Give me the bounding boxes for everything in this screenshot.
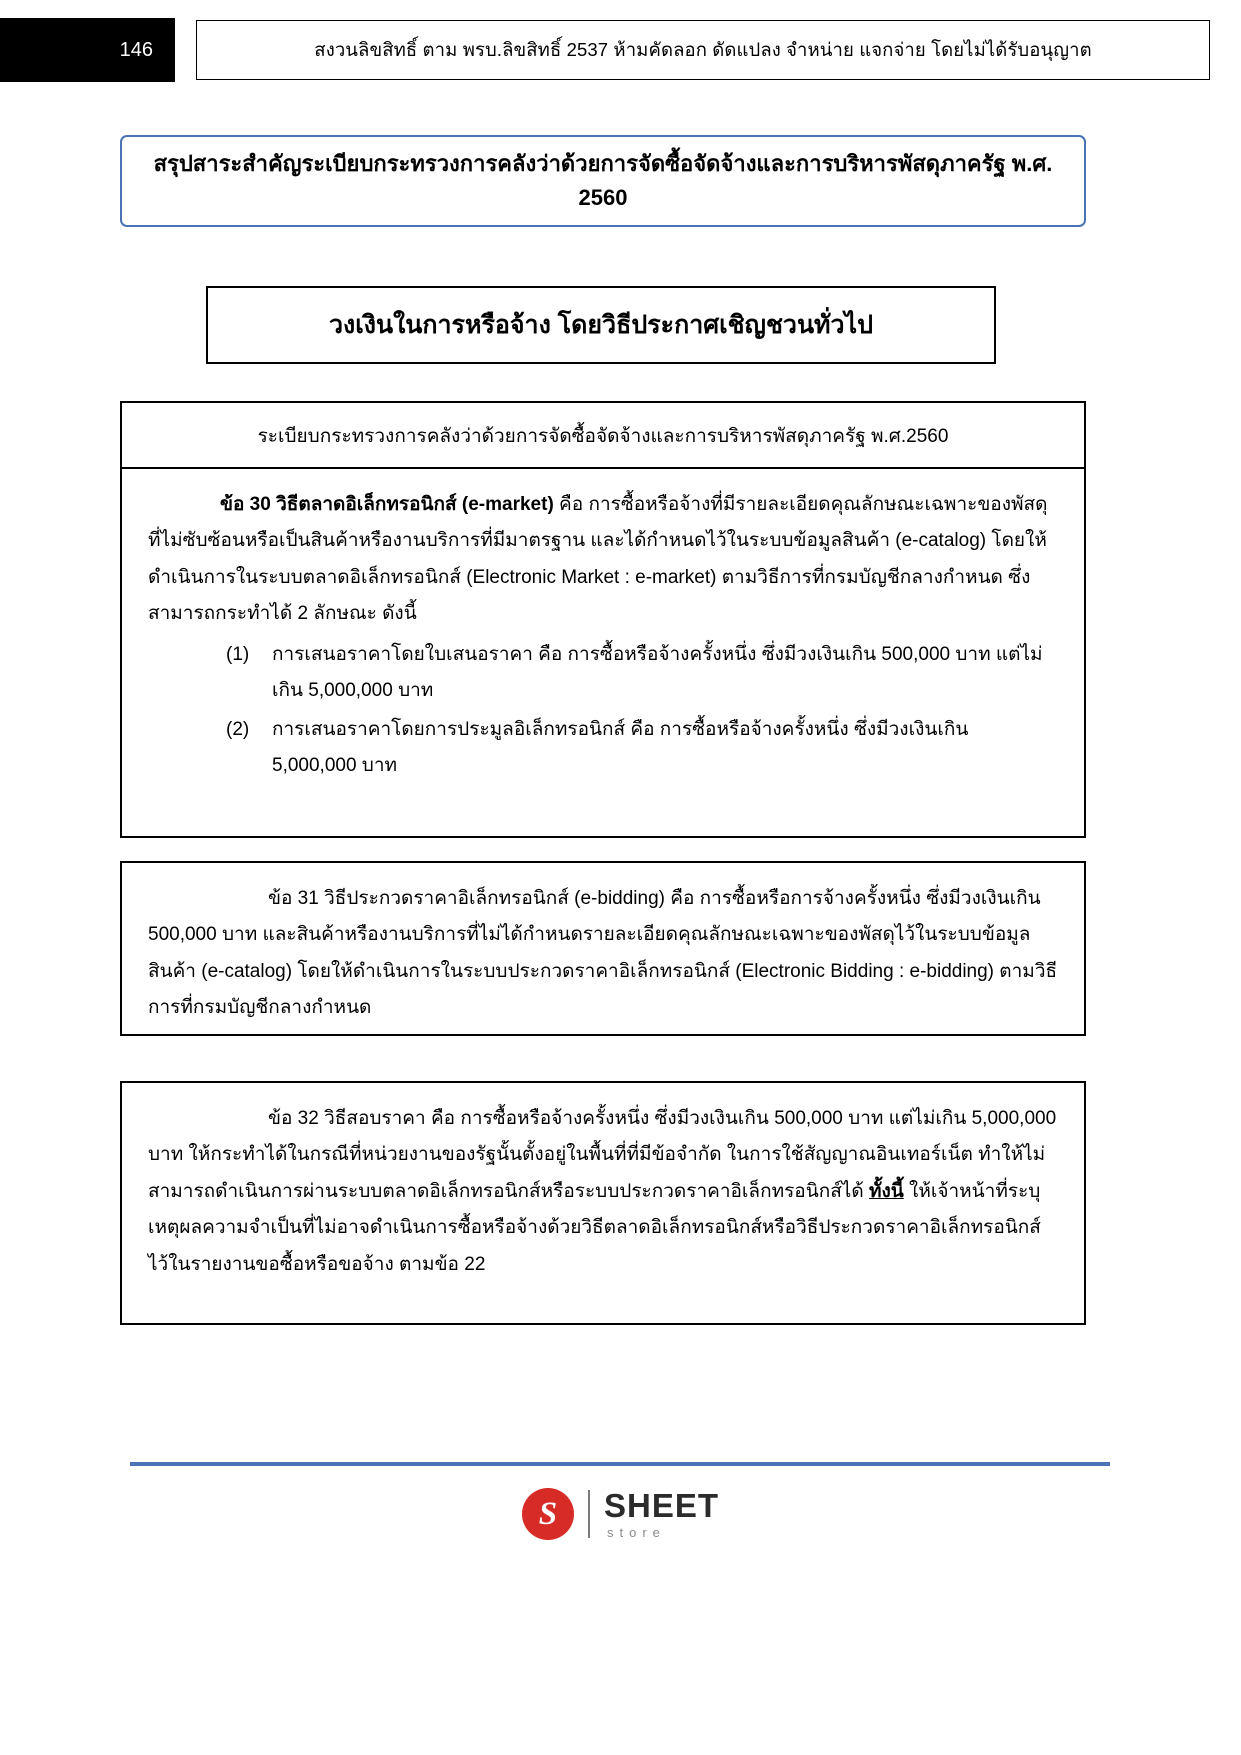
clause-32-body — [122, 1083, 1084, 1303]
list-item — [226, 712, 1058, 785]
clause-30-item-2-text: การเสนอราคาโดยการประมูลอิเล็กทรอนิกส์ คือ การซื้อหรือจ้างครั้งหนึ่ง ซึ่งมีวงเงินเกิน 5,000,000 บาท — [272, 718, 969, 777]
page-number: 146 — [119, 38, 153, 61]
clause-31-body — [122, 863, 1084, 1047]
clause-32-box — [120, 1081, 1086, 1325]
clause-30-item-1-marker: (1) — [226, 643, 250, 665]
logo-wordmark — [604, 1489, 719, 1539]
list-item — [226, 637, 1058, 710]
clause-30-lead-text: คือ การซื้อหรือจ้างที่มีรายละเอียดคุณลักษณะเฉพาะของพัสดุที่ไม่ซับซ้อนหรือเป็นสินค้าหรืองานบริการที่มีมาตรฐาน และได้กำหนดไว้ในระบบข้อมูลสินค้า (e-catalog) โดยให้ดำเนินการในระบบตลาดอิเล็กทรอนิกส์ (Electronic Market : e-market) ตามวิธีการที่กรมบัญชีกลางกำหนด ซึ่งสามารถกระทำได้ 2 ลักษณะ ดังนี้ — [148, 494, 1048, 625]
page-header — [0, 18, 1241, 82]
clause-32-emphasis: ทั้งนี้ — [868, 1180, 904, 1202]
document-title: สรุปสาระสำคัญระเบียบกระทรวงการคลังว่าด้วยการจัดซื้อจัดจ้างและการบริหารพัสดุภาครัฐ พ.ศ. 2560 — [153, 150, 1053, 210]
clause-32-text-before: ข้อ 32 วิธีสอบราคา คือ การซื้อหรือจ้างครั้งหนึ่ง ซึ่งมีวงเงินเกิน 500,000 บาท แต่ไม่เกิน 5,000,000 บาท ให้กระทำได้ในกรณีที่หน่วยงานของรัฐนั้นตั้งอยู่ในพื้นที่ที่มีข้อจำกัด ในการใช้สัญญาณอินเทอร์เน็ต ทำให้ไม่สามารถดำเนินการผ่านระบบตลาดอิเล็กทรอนิกส์หรือระบบประกวดราคาอิเล็กทรอนิกส์ได้ — [148, 1108, 1057, 1202]
clause-31-paragraph: ข้อ 31 วิธีประกวดราคาอิเล็กทรอนิกส์ (e-bidding) คือ การซื้อหรือการจ้างครั้งหนึ่ง ซึ่งมีวงเงินเกิน 500,000 บาท และสินค้าหรืองานบริการที่ไม่ได้กำหนดรายละเอียดคุณลักษณะเฉพาะของพัสดุไว้ในระบบข้อมูลสินค้า (e-catalog) โดยให้ดำเนินการในระบบประกวดราคาอิเล็กทรอนิกส์ (Electronic Bidding : e-bidding) ตามวิธีการที่กรมบัญชีกลางกำหนด — [148, 888, 1058, 1019]
logo-divider — [588, 1490, 590, 1538]
logo-mark-letter: S — [538, 1495, 558, 1532]
clause-31-box — [120, 861, 1086, 1036]
clause-30-box — [120, 401, 1086, 838]
regulation-source-label: ระเบียบกระทรวงการคลังว่าด้วยการจัดซื้อจัดจ้างและการบริหารพัสดุภาครัฐ พ.ศ.2560 — [257, 426, 949, 447]
clause-30-item-1-text: การเสนอราคาโดยใบเสนอราคา คือ การซื้อหรือจ้างครั้งหนึ่ง ซึ่งมีวงเงินเกิน 500,000 บาท แต่ไม่เกิน 5,000,000 บาท — [272, 643, 1043, 702]
section-heading-box — [206, 286, 996, 364]
sheet-store-logo-icon — [522, 1488, 574, 1540]
clause-30-header — [122, 403, 1084, 469]
page-number-badge — [0, 18, 175, 82]
clause-30-item-2-marker: (2) — [226, 718, 250, 740]
clause-30-lead-paragraph — [148, 487, 1058, 633]
footer-logo — [0, 1488, 1241, 1540]
copyright-notice-text: สงวนลิขสิทธิ์ ตาม พรบ.ลิขสิทธิ์ 2537 ห้ามคัดลอก ดัดแปลง จำหน่าย แจกจ่าย โดยไม่ได้รับอนุญาต — [314, 38, 1092, 60]
clause-32-text-after: ให้เจ้าหน้าที่ระบุเหตุผลความจำเป็นที่ไม่อาจดำเนินการซื้อหรือจ้างด้วยวิธีตลาดอิเล็กทรอนิกส์หรือวิธีประกวดราคาอิเล็กทรอนิกส์ไว้ในรายงานขอซื้อหรือขอจ้าง ตามข้อ 22 — [148, 1180, 1041, 1275]
clause-30-title: ข้อ 30 วิธีตลาดอิเล็กทรอนิกส์ (e-market) — [220, 494, 554, 515]
logo-subtitle: store — [606, 1525, 666, 1540]
section-heading: วงเงินในการหรือจ้าง โดยวิธีประกาศเชิญชวนทั่วไป — [329, 311, 873, 339]
footer-divider — [130, 1462, 1110, 1466]
document-title-banner — [120, 135, 1086, 227]
copyright-notice-box — [196, 20, 1210, 80]
clause-30-body — [122, 469, 1084, 805]
logo-name: SHEET — [603, 1487, 720, 1524]
clause-32-paragraph — [148, 1101, 1058, 1283]
